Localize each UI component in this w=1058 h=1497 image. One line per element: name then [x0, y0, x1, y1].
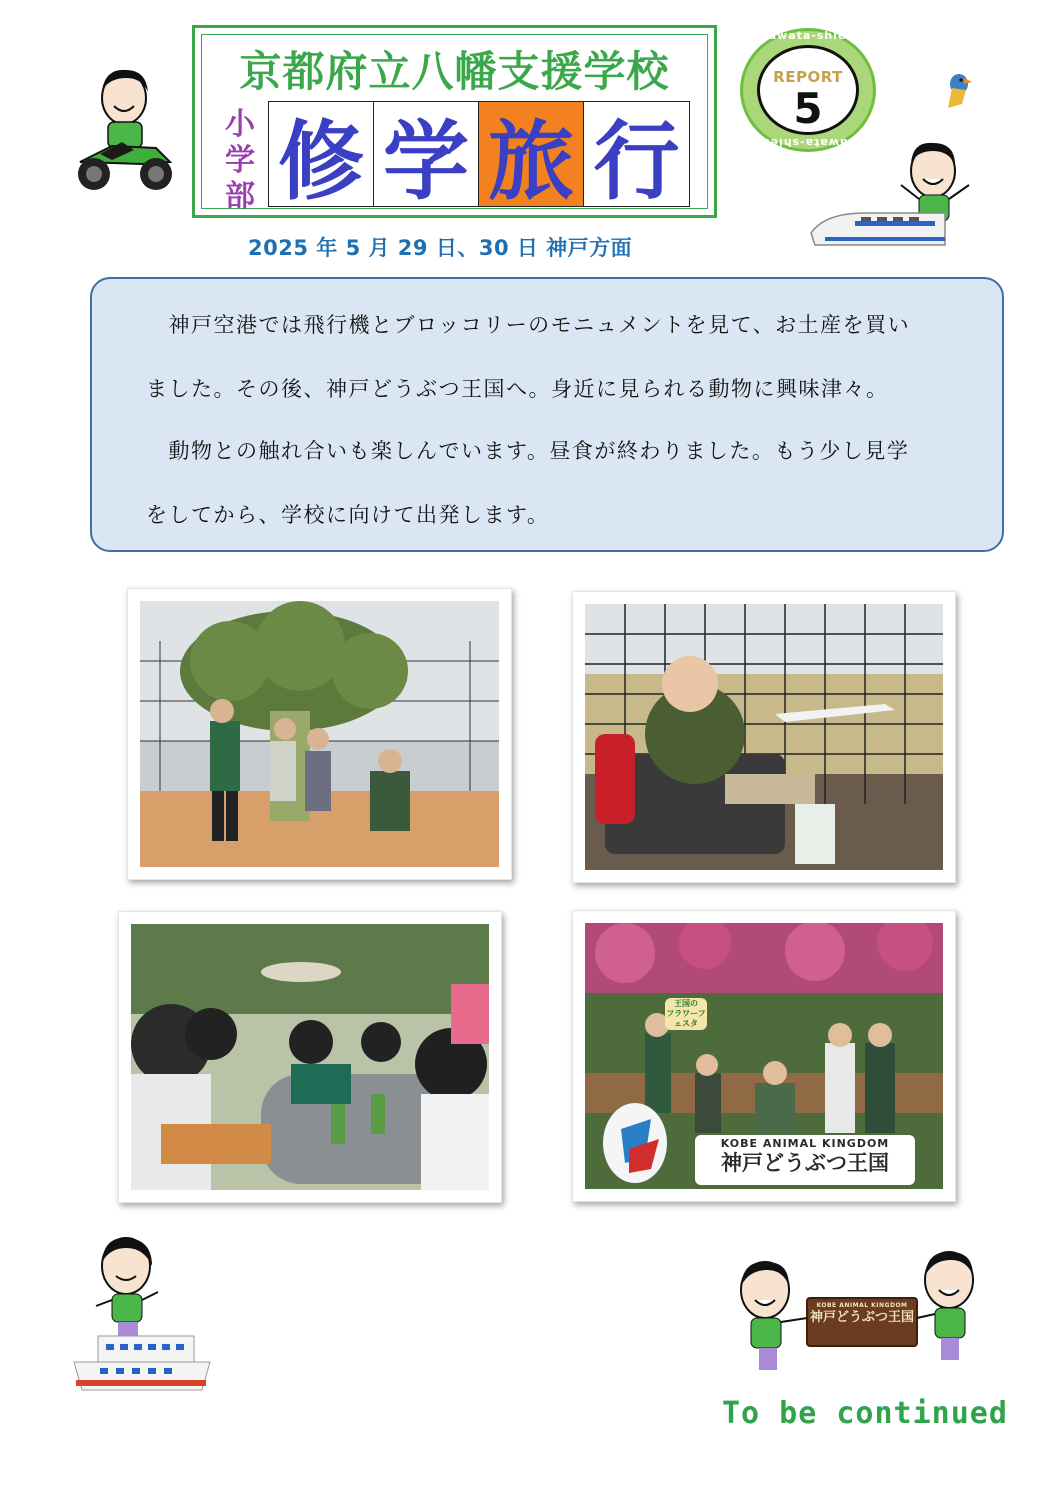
photo-sign-text: [695, 1137, 915, 1176]
sign-english: KOBE ANIMAL KINGDOM: [720, 1137, 890, 1150]
footer-sign-text: [807, 1302, 917, 1327]
boy-ferry-illustration: [70, 1232, 215, 1397]
photo-animal-kingdom-sign: [572, 910, 956, 1202]
badge-arc-text-bottom: Yawata-shien: [760, 136, 856, 149]
photo-image: [131, 924, 489, 1190]
photo-image: [140, 601, 499, 867]
department-char: 小: [225, 107, 255, 142]
parrot-icon: [944, 66, 974, 112]
badge-inner-circle: [757, 45, 859, 135]
title-char-highlighted: 旅: [479, 102, 584, 206]
photo-lunch: [118, 911, 502, 1203]
department-char: 部: [225, 179, 255, 214]
photo-airport-wheelchair: [572, 591, 956, 883]
report-text-line: ました。その後、神戸どうぶつ王国へ。身近に見られる動物に興味津々。: [146, 377, 889, 401]
to-be-continued: To be continued: [722, 1396, 1008, 1431]
report-text-line: 神戸空港では飛行機とブロッコリーのモニュメントを見て、お土産を買い: [146, 313, 911, 337]
title-char: 行: [593, 112, 680, 212]
small-sign-line: 王国の: [674, 999, 698, 1008]
photo-broccoli-monument: [127, 588, 512, 880]
title-char: 修: [269, 102, 374, 206]
small-sign-line: フラワーフェスタ: [666, 1009, 706, 1028]
trip-date: 2025 年 5 月 29 日、30 日 神戸方面: [248, 236, 633, 260]
kid-motorbike-illustration: [72, 62, 177, 194]
report-text-box: [90, 277, 1004, 552]
photo-image: [585, 923, 943, 1189]
footer-sign-japanese: 神戸どうぶつ王国: [809, 1310, 914, 1325]
sign-japanese: 神戸どうぶつ王国: [721, 1151, 889, 1175]
photo-small-sign-text: [663, 999, 709, 1029]
badge-label: REPORT: [773, 68, 843, 86]
trip-title: [268, 101, 690, 212]
footer-sign-english: KOBE ANIMAL KINGDOM: [816, 1302, 908, 1309]
report-text-line: をしてから、学校に向けて出発します。: [146, 503, 550, 527]
title-frame: [192, 25, 717, 218]
title-char: 学: [374, 102, 479, 206]
department-char: 学: [225, 143, 255, 178]
boy-bullet-train-illustration: [805, 133, 985, 253]
report-number: 5: [793, 84, 823, 133]
title-inner-border: [201, 34, 708, 214]
department-label: [218, 107, 262, 215]
badge-arc-text-top: Yawata-shien: [760, 29, 856, 42]
report-text-line: 動物との触れ合いも楽しんでいます。昼食が終わりました。もう少し見学: [146, 439, 910, 463]
photo-image: [585, 604, 943, 870]
school-name: 京都府立八幡支援学校: [239, 47, 670, 96]
